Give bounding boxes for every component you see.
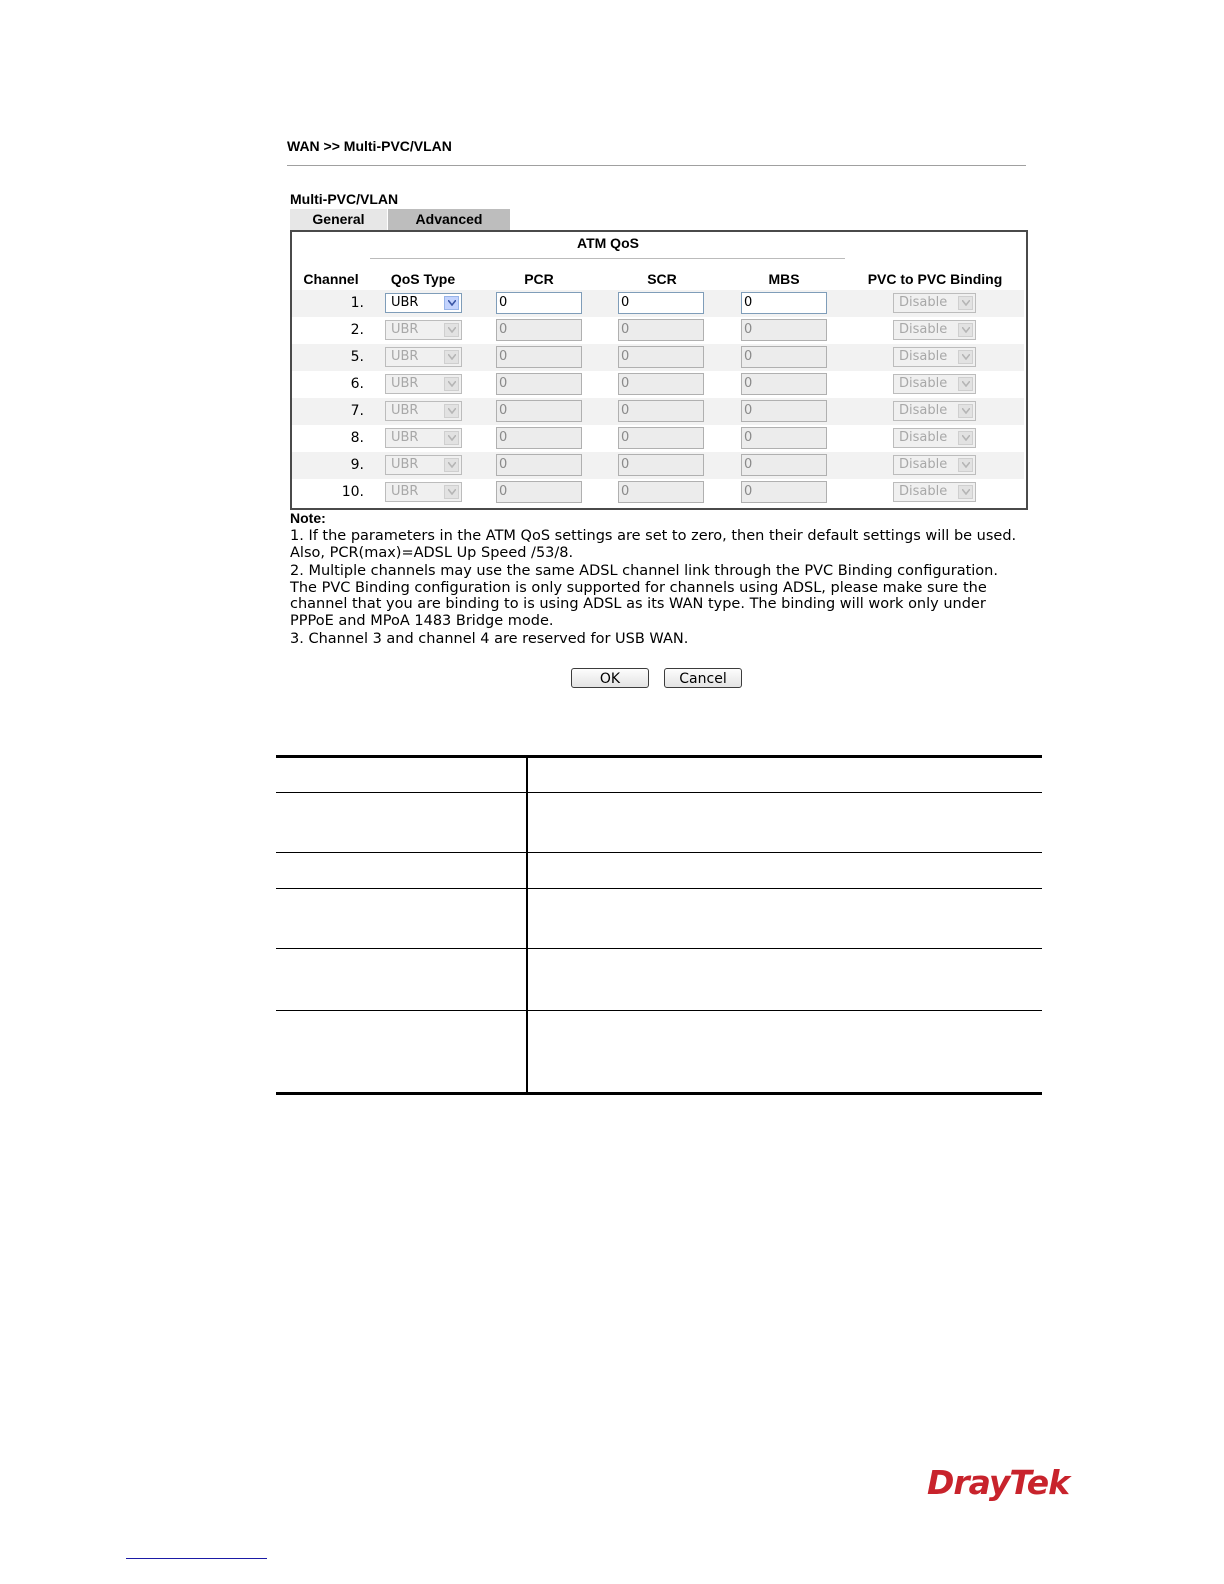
mbs-input[interactable]: 0 [741, 481, 827, 503]
column-header-scr: SCR [647, 271, 677, 287]
table-row [292, 425, 1024, 452]
pvc-binding-select[interactable] [893, 401, 976, 421]
channel-number: 5. [350, 349, 364, 365]
qos-type-select[interactable] [385, 428, 462, 448]
qos-type-select[interactable] [385, 374, 462, 394]
chevron-down-icon[interactable] [958, 431, 973, 445]
pvc-binding-select[interactable] [893, 347, 976, 367]
chevron-down-icon[interactable] [958, 377, 973, 391]
chevron-down-icon[interactable] [958, 323, 973, 337]
column-header-qos-type: QoS Type [390, 271, 456, 287]
qos-type-value: UBR [391, 484, 419, 499]
qos-type-value: UBR [391, 457, 419, 472]
pvc-binding-select[interactable] [893, 482, 976, 502]
note-text-1: 1. If the parameters in the ATM QoS settings are set to zero, then their default settings will be used. Also, PCR(max)=ADSL Up Speed /53/8. [290, 528, 1017, 561]
pvc-binding-select[interactable] [893, 320, 976, 340]
pvc-binding-select[interactable] [893, 428, 976, 448]
column-header-channel: Channel [303, 271, 359, 287]
table-rule [276, 792, 1042, 793]
pcr-input[interactable]: 0 [496, 400, 582, 422]
tab-advanced[interactable]: Advanced [388, 209, 510, 230]
channel-number: 8. [350, 430, 364, 446]
mbs-input[interactable]: 0 [741, 427, 827, 449]
scr-input[interactable]: 0 [618, 481, 704, 503]
pcr-input[interactable]: 0 [496, 481, 582, 503]
pvc-binding-value: Disable [899, 295, 948, 310]
scr-input[interactable]: 0 [618, 427, 704, 449]
table-rule [276, 852, 1042, 853]
pcr-input[interactable]: 0 [496, 346, 582, 368]
chevron-down-icon[interactable] [958, 404, 973, 418]
breadcrumb-divider [287, 165, 1026, 166]
pvc-binding-value: Disable [899, 484, 948, 499]
scr-input[interactable]: 0 [618, 400, 704, 422]
pcr-input[interactable]: 0 [496, 292, 582, 314]
scr-input[interactable]: 0 [618, 319, 704, 341]
table-rule [276, 888, 1042, 889]
table-row [292, 290, 1024, 317]
scr-input[interactable]: 0 [618, 292, 704, 314]
table-row [292, 452, 1024, 479]
table-rule [276, 1010, 1042, 1011]
scr-input[interactable]: 0 [618, 346, 704, 368]
footer-link-underline [126, 1558, 267, 1559]
column-header-pvc-binding: PVC to PVC Binding [867, 271, 1003, 287]
table-rule-top [276, 755, 1042, 758]
pvc-binding-value: Disable [899, 403, 948, 418]
table-rule [276, 948, 1042, 949]
mbs-input[interactable]: 0 [741, 373, 827, 395]
chevron-down-icon[interactable] [444, 296, 459, 310]
atm-qos-divider [370, 258, 845, 259]
note-label: Note: [290, 510, 326, 526]
chevron-down-icon[interactable] [444, 485, 459, 499]
chevron-down-icon[interactable] [444, 404, 459, 418]
tab-general[interactable]: General [290, 209, 387, 230]
channel-number: 1. [350, 295, 364, 311]
table-column-divider [526, 757, 528, 1093]
qos-type-select[interactable] [385, 401, 462, 421]
pvc-binding-value: Disable [899, 376, 948, 391]
qos-type-value: UBR [391, 403, 419, 418]
draytek-logo: DrayTek [927, 1463, 1070, 1502]
scr-input[interactable]: 0 [618, 373, 704, 395]
chevron-down-icon[interactable] [958, 350, 973, 364]
pvc-binding-value: Disable [899, 430, 948, 445]
pvc-binding-select[interactable] [893, 374, 976, 394]
section-title: Multi-PVC/VLAN [290, 191, 399, 207]
table-row [292, 344, 1024, 371]
table-row [292, 317, 1024, 344]
channel-number: 9. [350, 457, 364, 473]
chevron-down-icon[interactable] [958, 458, 973, 472]
channel-number: 2. [350, 322, 364, 338]
mbs-input[interactable]: 0 [741, 319, 827, 341]
chevron-down-icon[interactable] [444, 458, 459, 472]
cancel-button[interactable]: Cancel [664, 668, 742, 688]
qos-type-select[interactable] [385, 455, 462, 475]
chevron-down-icon[interactable] [444, 377, 459, 391]
qos-type-value: UBR [391, 322, 419, 337]
channel-number: 7. [350, 403, 364, 419]
ok-button[interactable]: OK [571, 668, 649, 688]
note-text-3: 3. Channel 3 and channel 4 are reserved for USB WAN. [290, 631, 689, 647]
table-row [292, 398, 1024, 425]
pvc-binding-select[interactable] [893, 455, 976, 475]
qos-type-select[interactable] [385, 320, 462, 340]
pcr-input[interactable]: 0 [496, 427, 582, 449]
qos-type-value: UBR [391, 349, 419, 364]
channel-number: 6. [350, 376, 364, 392]
pvc-binding-value: Disable [899, 322, 948, 337]
pvc-binding-value: Disable [899, 349, 948, 364]
table-row [292, 371, 1024, 398]
pcr-input[interactable]: 0 [496, 373, 582, 395]
qos-type-value: UBR [391, 376, 419, 391]
column-header-pcr: PCR [524, 271, 554, 287]
channel-number: 10. [341, 484, 364, 500]
note-text-2: 2. Multiple channels may use the same ADSL channel link through the PVC Binding configuration. The PVC Binding configuration is only supported for channels using ADSL, please make sure the channel that you are binding to is using ADSL as its WAN type. The binding will work only under PPPoE and MPoA 1483 Bridge mode. [290, 563, 998, 629]
pvc-binding-select[interactable] [893, 293, 976, 313]
chevron-down-icon[interactable] [444, 350, 459, 364]
qos-type-select[interactable] [385, 482, 462, 502]
qos-type-value: UBR [391, 295, 419, 310]
atm-qos-heading: ATM QoS [577, 235, 639, 251]
breadcrumb: WAN >> Multi-PVC/VLAN [287, 138, 452, 154]
mbs-input[interactable]: 0 [741, 346, 827, 368]
mbs-input[interactable]: 0 [741, 400, 827, 422]
column-header-mbs: MBS [768, 271, 800, 287]
qos-type-value: UBR [391, 430, 419, 445]
mbs-input[interactable]: 0 [741, 454, 827, 476]
chevron-down-icon[interactable] [444, 323, 459, 337]
qos-type-select[interactable] [385, 293, 462, 313]
chevron-down-icon[interactable] [958, 296, 973, 310]
scr-input[interactable]: 0 [618, 454, 704, 476]
pcr-input[interactable]: 0 [496, 454, 582, 476]
pcr-input[interactable]: 0 [496, 319, 582, 341]
table-row [292, 479, 1024, 506]
qos-type-select[interactable] [385, 347, 462, 367]
pvc-binding-value: Disable [899, 457, 948, 472]
chevron-down-icon[interactable] [444, 431, 459, 445]
mbs-input[interactable]: 0 [741, 292, 827, 314]
table-rule-bottom [276, 1092, 1042, 1095]
chevron-down-icon[interactable] [958, 485, 973, 499]
